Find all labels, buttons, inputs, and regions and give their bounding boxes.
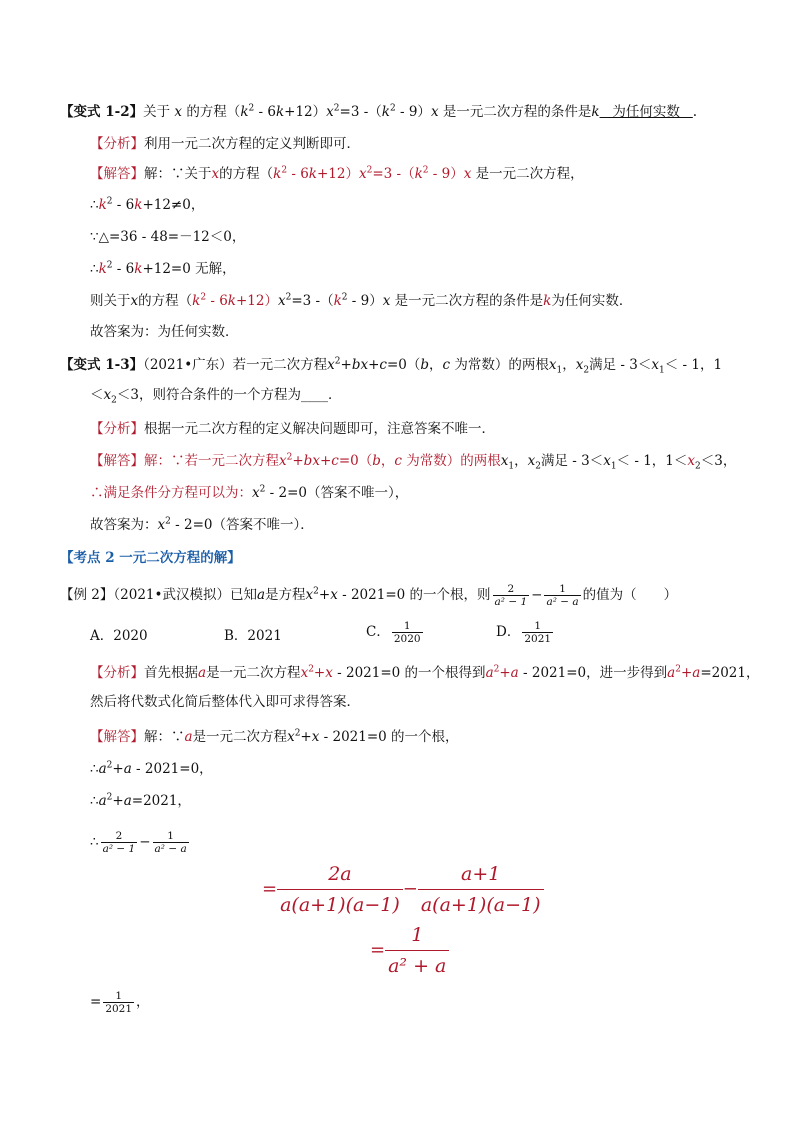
- ex2-analysis-line2: 然后将代数式化简后整体代入即可求得答案．: [90, 694, 360, 710]
- v13-question-line1: 【变式 1-3】（2021•广东）若一元二次方程$x^2+bx+c=0(b$，c 为常数）的两根$x_1$，$x_2$满足 - $3<x_1< - 1$，1: [60, 356, 723, 376]
- v12-analysis: 【分析】利用一元二次方程的定义判断即可．: [90, 136, 360, 152]
- ex2-frac-2: $\frac{2}{\text{a² − 1}}$: [494, 583, 528, 608]
- ex2-step4-big: = $\frac{2a}{a(a+1)(a-1)}$ − $\frac{a+1}{a(a+1)(a-1)}$: [262, 862, 544, 917]
- ex2-step3: ∴ $\frac{2}{\text{a² − 1}}$ − $\frac{1}{\text{a² − a}}$: [90, 830, 187, 855]
- v13-answer-line2: ∴满足条件分方程可以为：$x^2 - 2=0$（答案不唯一），: [90, 484, 409, 501]
- v12-step3: $\therefore k^2 - 6k+12=0$ 无解，: [90, 260, 236, 277]
- v12-answer-blank: 为任何实数: [599, 104, 693, 120]
- v12-step4: 则关于x的方程$(k^2 - 6k+12)x^2=3$ $-(k^2 - 9)x$ 是一元二次方程的条件是k为任何实数．: [90, 292, 633, 309]
- v12-answer-line1: 【解答】解：∵关于x的方程$(k^2 - 6k+12)x^2=3$ $-(k^2 - 9)x$ 是一元二次方程，: [90, 165, 584, 182]
- v13-answer-line1: 【解答】解：∵若一元二次方程$x^2+bx+c=0(b$，c 为常数）的两根$x_1$，$x_2$满足 - $3<x_1< - 1$，$1<x_2<3$，: [90, 452, 737, 472]
- v13-answer-blank: ____: [300, 387, 328, 403]
- ex2-step5-big: = $\frac{1}{\text{a² + a}}$: [370, 923, 449, 978]
- option-a[interactable]: A．2020: [90, 628, 148, 644]
- v12-step1: $\therefore k^2 - 6k+12\ne 0$，: [90, 196, 205, 213]
- ex2-step2: $\therefore a^2+a=2021$，: [90, 792, 191, 809]
- option-c[interactable]: C． $\frac{1}{2020}$: [366, 620, 421, 645]
- ex2-question: 【例 2】（2021•武汉模拟）已知a是方程$x^2+x - 2021=0$ 的一个根，则 $\frac{2}{\text{a² − 1}}$ − $\frac{1}{\text{a² − a}}$ 的值为（ ）: [60, 583, 678, 608]
- ex2-frac-1: $\frac{1}{\text{a² − a}}$: [546, 583, 579, 608]
- v13-final: 故答案为：$x^2 - 2=0$（答案不唯一）．: [90, 516, 314, 533]
- section-2-heading: 【考点 2 一元二次方程的解】: [60, 550, 241, 566]
- ex2-analysis-line1: 【分析】首先根据a是一元二次方程$x^2+x - 2021=0$ 的一个根得到$a^2+a - 2021=0$，进一步得到$a^2+a=2021$，: [90, 664, 760, 681]
- ex2-answer-line1: 【解答】解：∵a是一元二次方程$x^2+x - 2021=0$ 的一个根，: [90, 728, 459, 745]
- v12-step2: ∵△=36 - 48=－12＜0，: [90, 229, 246, 245]
- v13-question-line2: $<x_2<3$，则符合条件的一个方程为____．: [90, 387, 342, 406]
- v12-final: 故答案为：为任何实数．: [90, 324, 239, 340]
- option-d[interactable]: D． $\frac{1}{2021}$: [496, 620, 552, 645]
- v13-analysis: 【分析】根据一元二次方程的定义解决问题即可，注意答案不唯一．: [90, 421, 495, 437]
- option-b[interactable]: B．2021: [224, 628, 282, 644]
- v12-question: 【变式 1-2】关于 x 的方程$(k^2 - 6k+12)x^2=3$ $-(k^2 - 9)x$ 是一元二次方程的条件是k 为任何实数 .: [60, 103, 698, 120]
- ex2-step6: = $\frac{1}{2021}$ ，: [90, 990, 150, 1015]
- ex2-step1: $\therefore a^2+a - 2021=0$，: [90, 760, 213, 777]
